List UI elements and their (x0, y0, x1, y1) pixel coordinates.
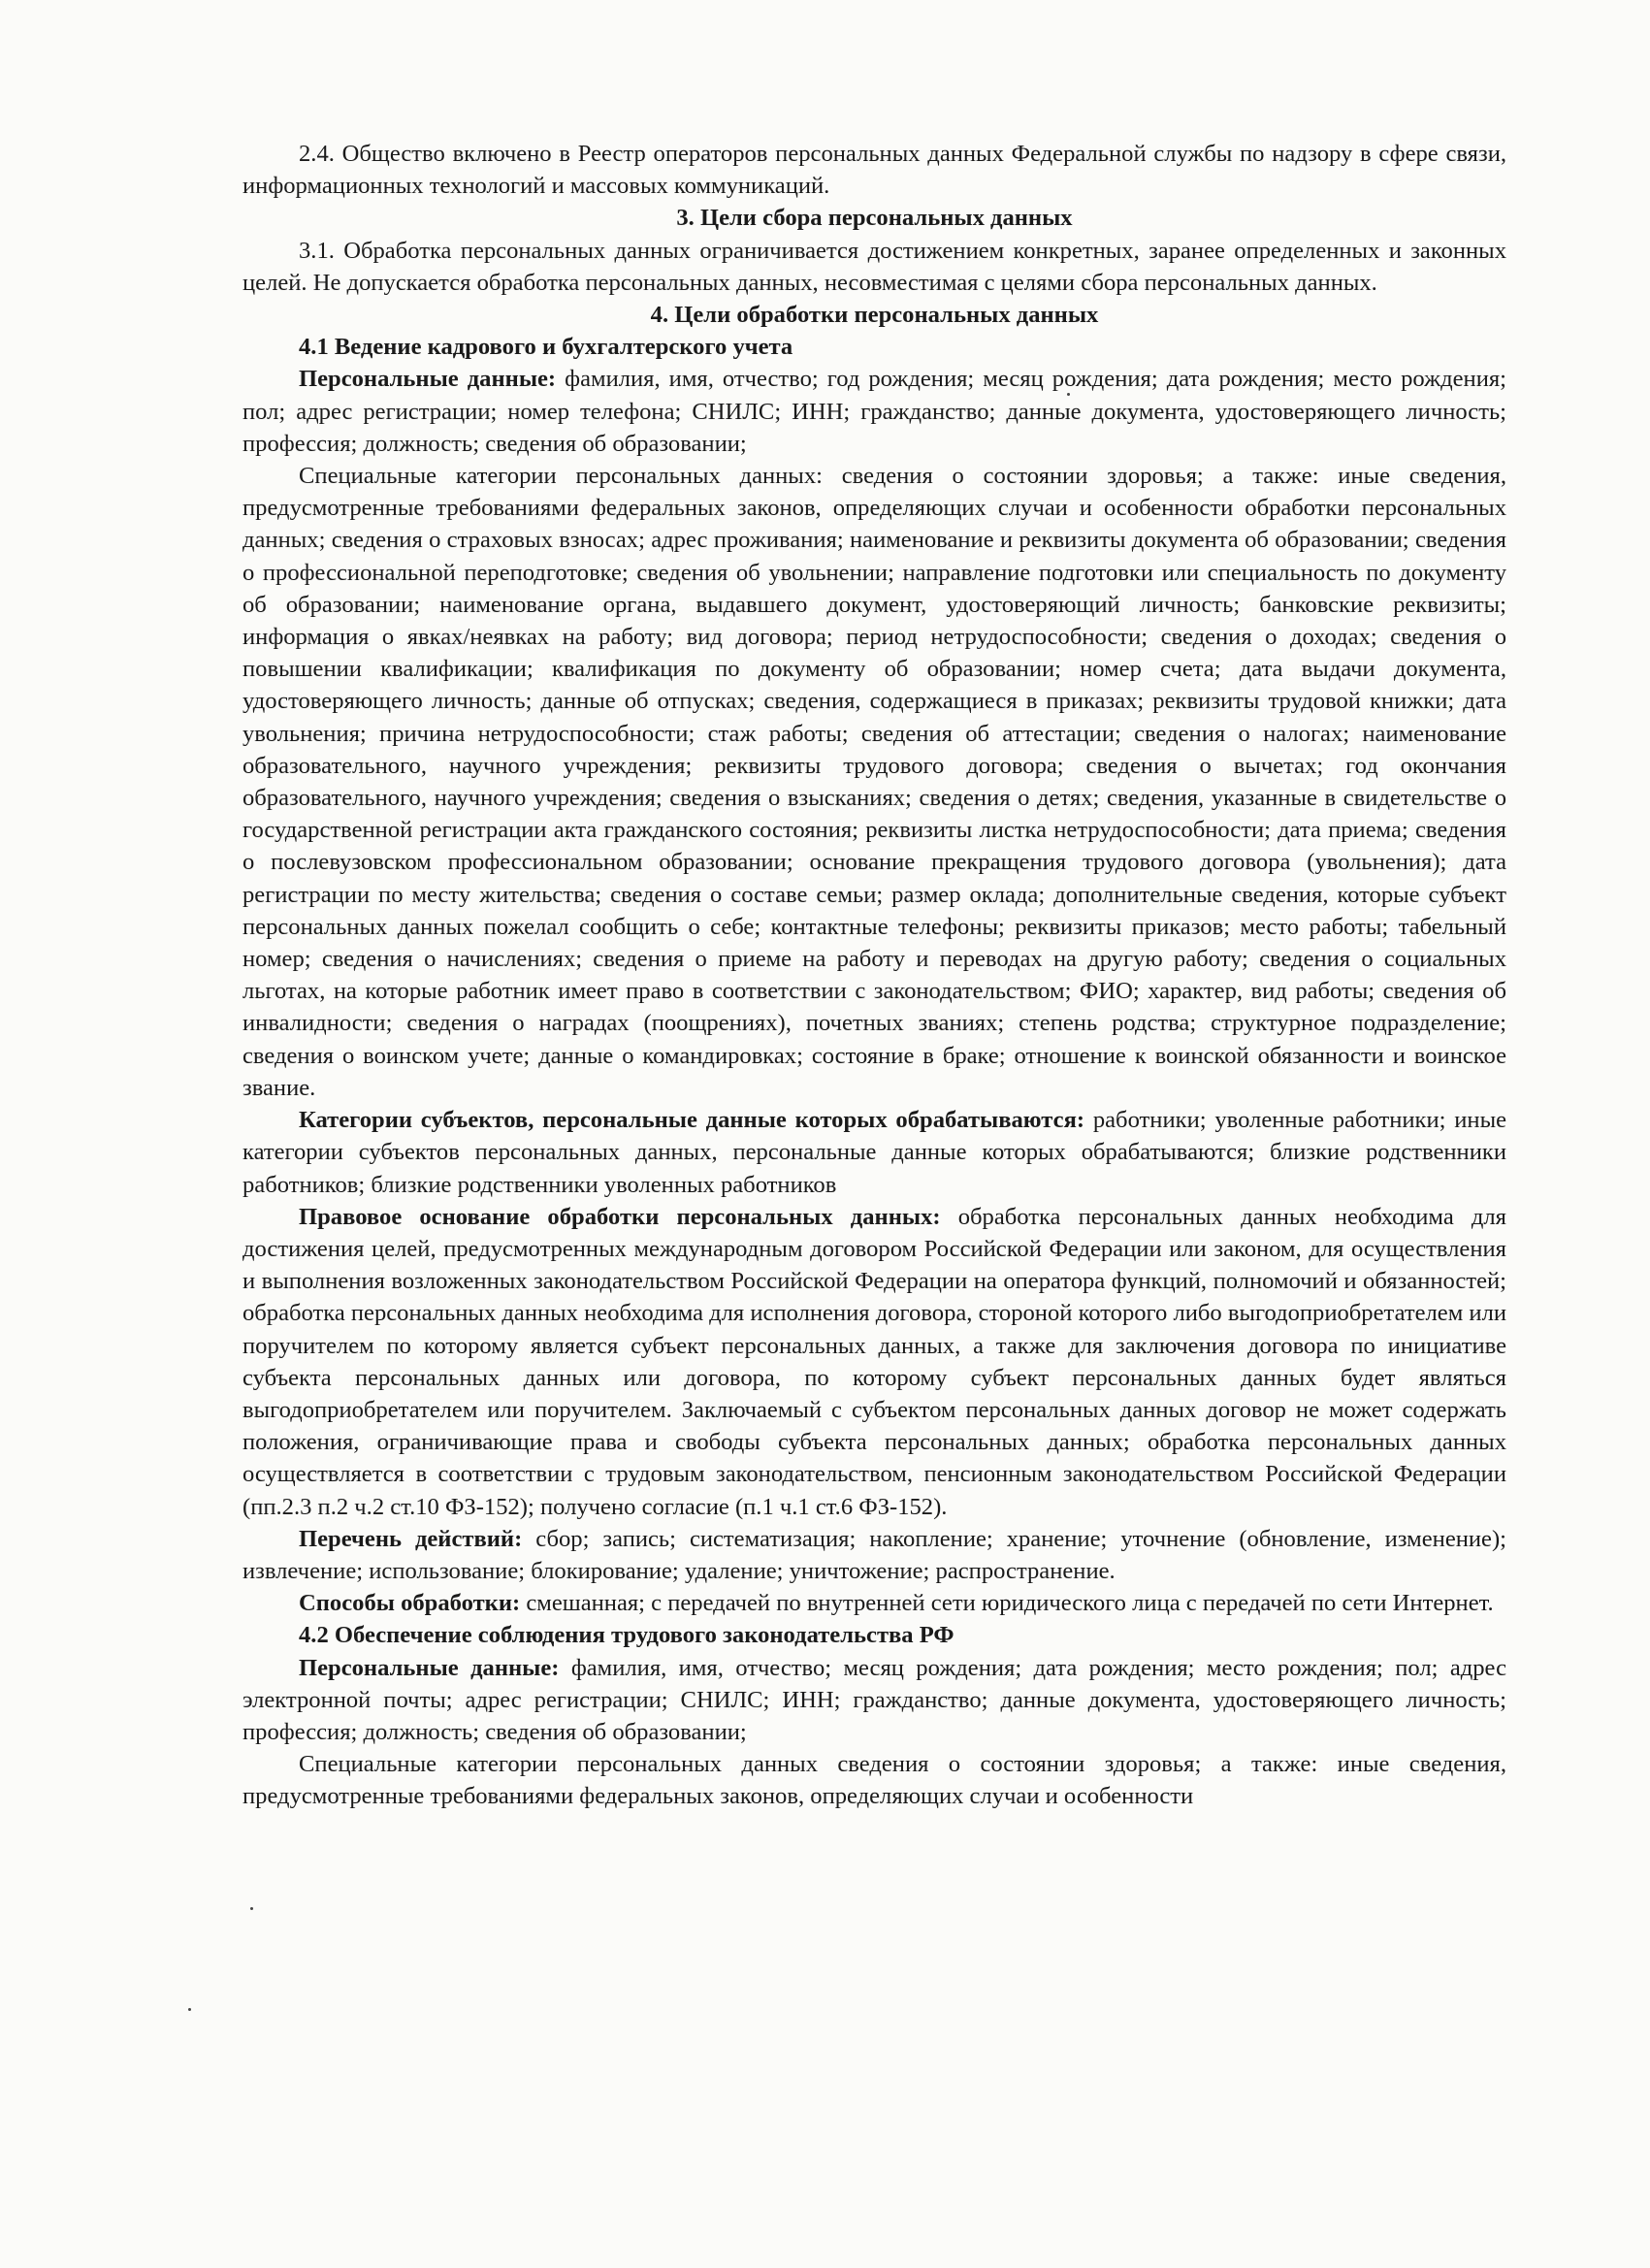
paragraph-4-1-special-categories: Специальные категории персональных данных: сведения о состоянии здоровья; а также: иные сведения, предусмотренные требованиями федеральных законов, определяющих случаи и особенности обработки персональных данных; сведения о страховых взносах; адрес проживания; наименование и реквизиты документа об образовании; сведения о профессиональной переподготовке; сведения об увольнении; направление подготовки или специальность по документу об образовании; наименование органа, выдавшего документ, удостоверяющий личность; банковские реквизиты; информация о явках/неявках на работу; вид договора; период нетрудоспособности; сведения о доходах; сведения о повышении квалификации; квалификация по документу об образовании; номер счета; дата выдачи документа, удостоверяющего личность; данные об отпусках; сведения, содержащиеся в приказах; реквизиты трудовой книжки; дата увольнения; причина нетрудоспособности; стаж работы; сведения об аттестации; сведения о налогах; наименование образовательного, научного учреждения; реквизиты трудового договора; сведения о вычетах; год окончания образовательного, научного учреждения; сведения о взысканиях; сведения о детях; сведения, указанные в свидетельстве о государственной регистрации акта гражданского состояния; реквизиты листка нетрудоспособности; дата приема; сведения о послевузовском профессиональном образовании; основание прекращения трудового договора (увольнения); дата регистрации по месту жительства; сведения о составе семьи; размер оклада; дополнительные сведения, которые субъект персональных данных пожелал сообщить о себе; контактные телефоны; реквизиты приказов; место работы; табельный номер; сведения о начислениях; сведения о приеме на работу и переводах на другую работу; сведения о социальных льготах, на которые работник имеет право в соответствии с законодательством; ФИО; характер, вид работы; сведения об инвалидности; сведения о наградах (поощрениях), почетных званиях; степень родства; структурное подразделение; сведения о воинском учете; данные о командировках; состояние в браке; отношение к воинской обязанности и воинское звание. (243, 463, 1506, 1101)
paragraph-4-2-personal-data (243, 1652, 1506, 1749)
heading-section-4: 4. Цели обработки персональных данных (650, 302, 1099, 329)
heading-section-3: 3. Цели сбора персональных данных (676, 205, 1073, 232)
paragraph-4-1-subject-categories (243, 1104, 1506, 1201)
heading-subsection-4-2: 4.2 Обеспечение соблюдения трудового законодательства РФ (299, 1622, 954, 1649)
label-methods: Способы обработки: (299, 1590, 521, 1617)
text-legal-basis: обработка персональных данных необходима для достижения целей, предусмотренных международным договором Российской Федерации или законом, для осуществления и выполнения возложенных законодательством Российской Федерации на оператора функций, полномочий и обязанностей; обработка персональных данных необходима для исполнения договора, стороной которого либо выгодоприобретателем или поручителем по которому является субъект персональных данных, а также для заключения договора по инициативе субъекта персональных данных или договора, по которому субъект персональных данных будет являться выгодоприобретателем или поручителем. Заключаемый с субъектом персональных данных договор не может содержать положения, ограничивающие права и свободы субъекта персональных данных; обработка персональных данных осуществляется в соответствии с трудовым законодательством, пенсионным законодательством Российской Федерации (пп.2.3 п.2 ч.2 ст.10 ФЗ-152); получено согласие (п.1 ч.1 ст.6 ФЗ-152). (243, 1203, 1507, 1520)
scan-speck (188, 2008, 191, 2011)
label-legal-basis: Правовое основание обработки персональных данных: (299, 1203, 941, 1230)
text-subject-categories: работники; уволенные работники; иные категории субъектов персональных данных, персональные данные которых обрабатываются; близкие родственники работников; близкие родственники уволенных работников (243, 1107, 1507, 1198)
paragraph-4-1-actions (243, 1523, 1506, 1587)
paragraph-4-1-methods (243, 1587, 1506, 1619)
label-subject-categories: Категории субъектов, персональные данные которых обрабатываются: (299, 1107, 1085, 1134)
paragraph-3-1: 3.1. Обработка персональных данных ограничивается достижением конкретных, заранее определенных и законных целей. Не допускается обработка персональных данных, несовместимая с целями сбора персональных данных. (243, 237, 1506, 296)
paragraph-4-2-special-categories: Специальные категории персональных данных сведения о состоянии здоровья; а также: иные сведения, предусмотренные требованиями федеральных законов, определяющих случаи и особенности (243, 1751, 1506, 1810)
text-personal-data: фамилия, имя, отчество; год рождения; месяц рождения; дата рождения; место рождения; пол; адрес регистрации; номер телефона; СНИЛС; ИНН; гражданство; данные документа, удостоверяющего личность; профессия; должность; сведения об образовании; (243, 366, 1507, 457)
heading-subsection-4-1: 4.1 Ведение кадрового и бухгалтерского учета (299, 334, 793, 361)
label-personal-data-4-2: Персональные данные: (299, 1654, 560, 1681)
label-actions: Перечень действий: (299, 1525, 523, 1552)
text-actions: сбор; запись; систематизация; накопление; хранение; уточнение (обновление, изменение); извлечение; использование; блокирование; удаление; уничтожение; распространение. (243, 1525, 1506, 1584)
text-personal-data-4-2: фамилия, имя, отчество; месяц рождения; дата рождения; место рождения; пол; адрес электронной почты; адрес регистрации; СНИЛС; ИНН; гражданство; данные документа, удостоверяющего личность; профессия; должность; сведения об образовании; (243, 1654, 1506, 1745)
document-body (243, 138, 1506, 1813)
paragraph-4-1-legal-basis (243, 1201, 1506, 1523)
scan-speck (250, 1907, 253, 1910)
paragraph-4-1-personal-data (243, 363, 1506, 460)
label-personal-data: Персональные данные: (299, 366, 557, 393)
scan-speck (1067, 393, 1070, 396)
paragraph-2-4: 2.4. Общество включено в Реестр операторов персональных данных Федеральной службы по надзору в сфере связи, информационных технологий и массовых коммуникаций. (243, 141, 1506, 200)
text-methods: смешанная; с передачей по внутренней сети юридического лица с передачей по сети Интернет. (520, 1590, 1494, 1617)
